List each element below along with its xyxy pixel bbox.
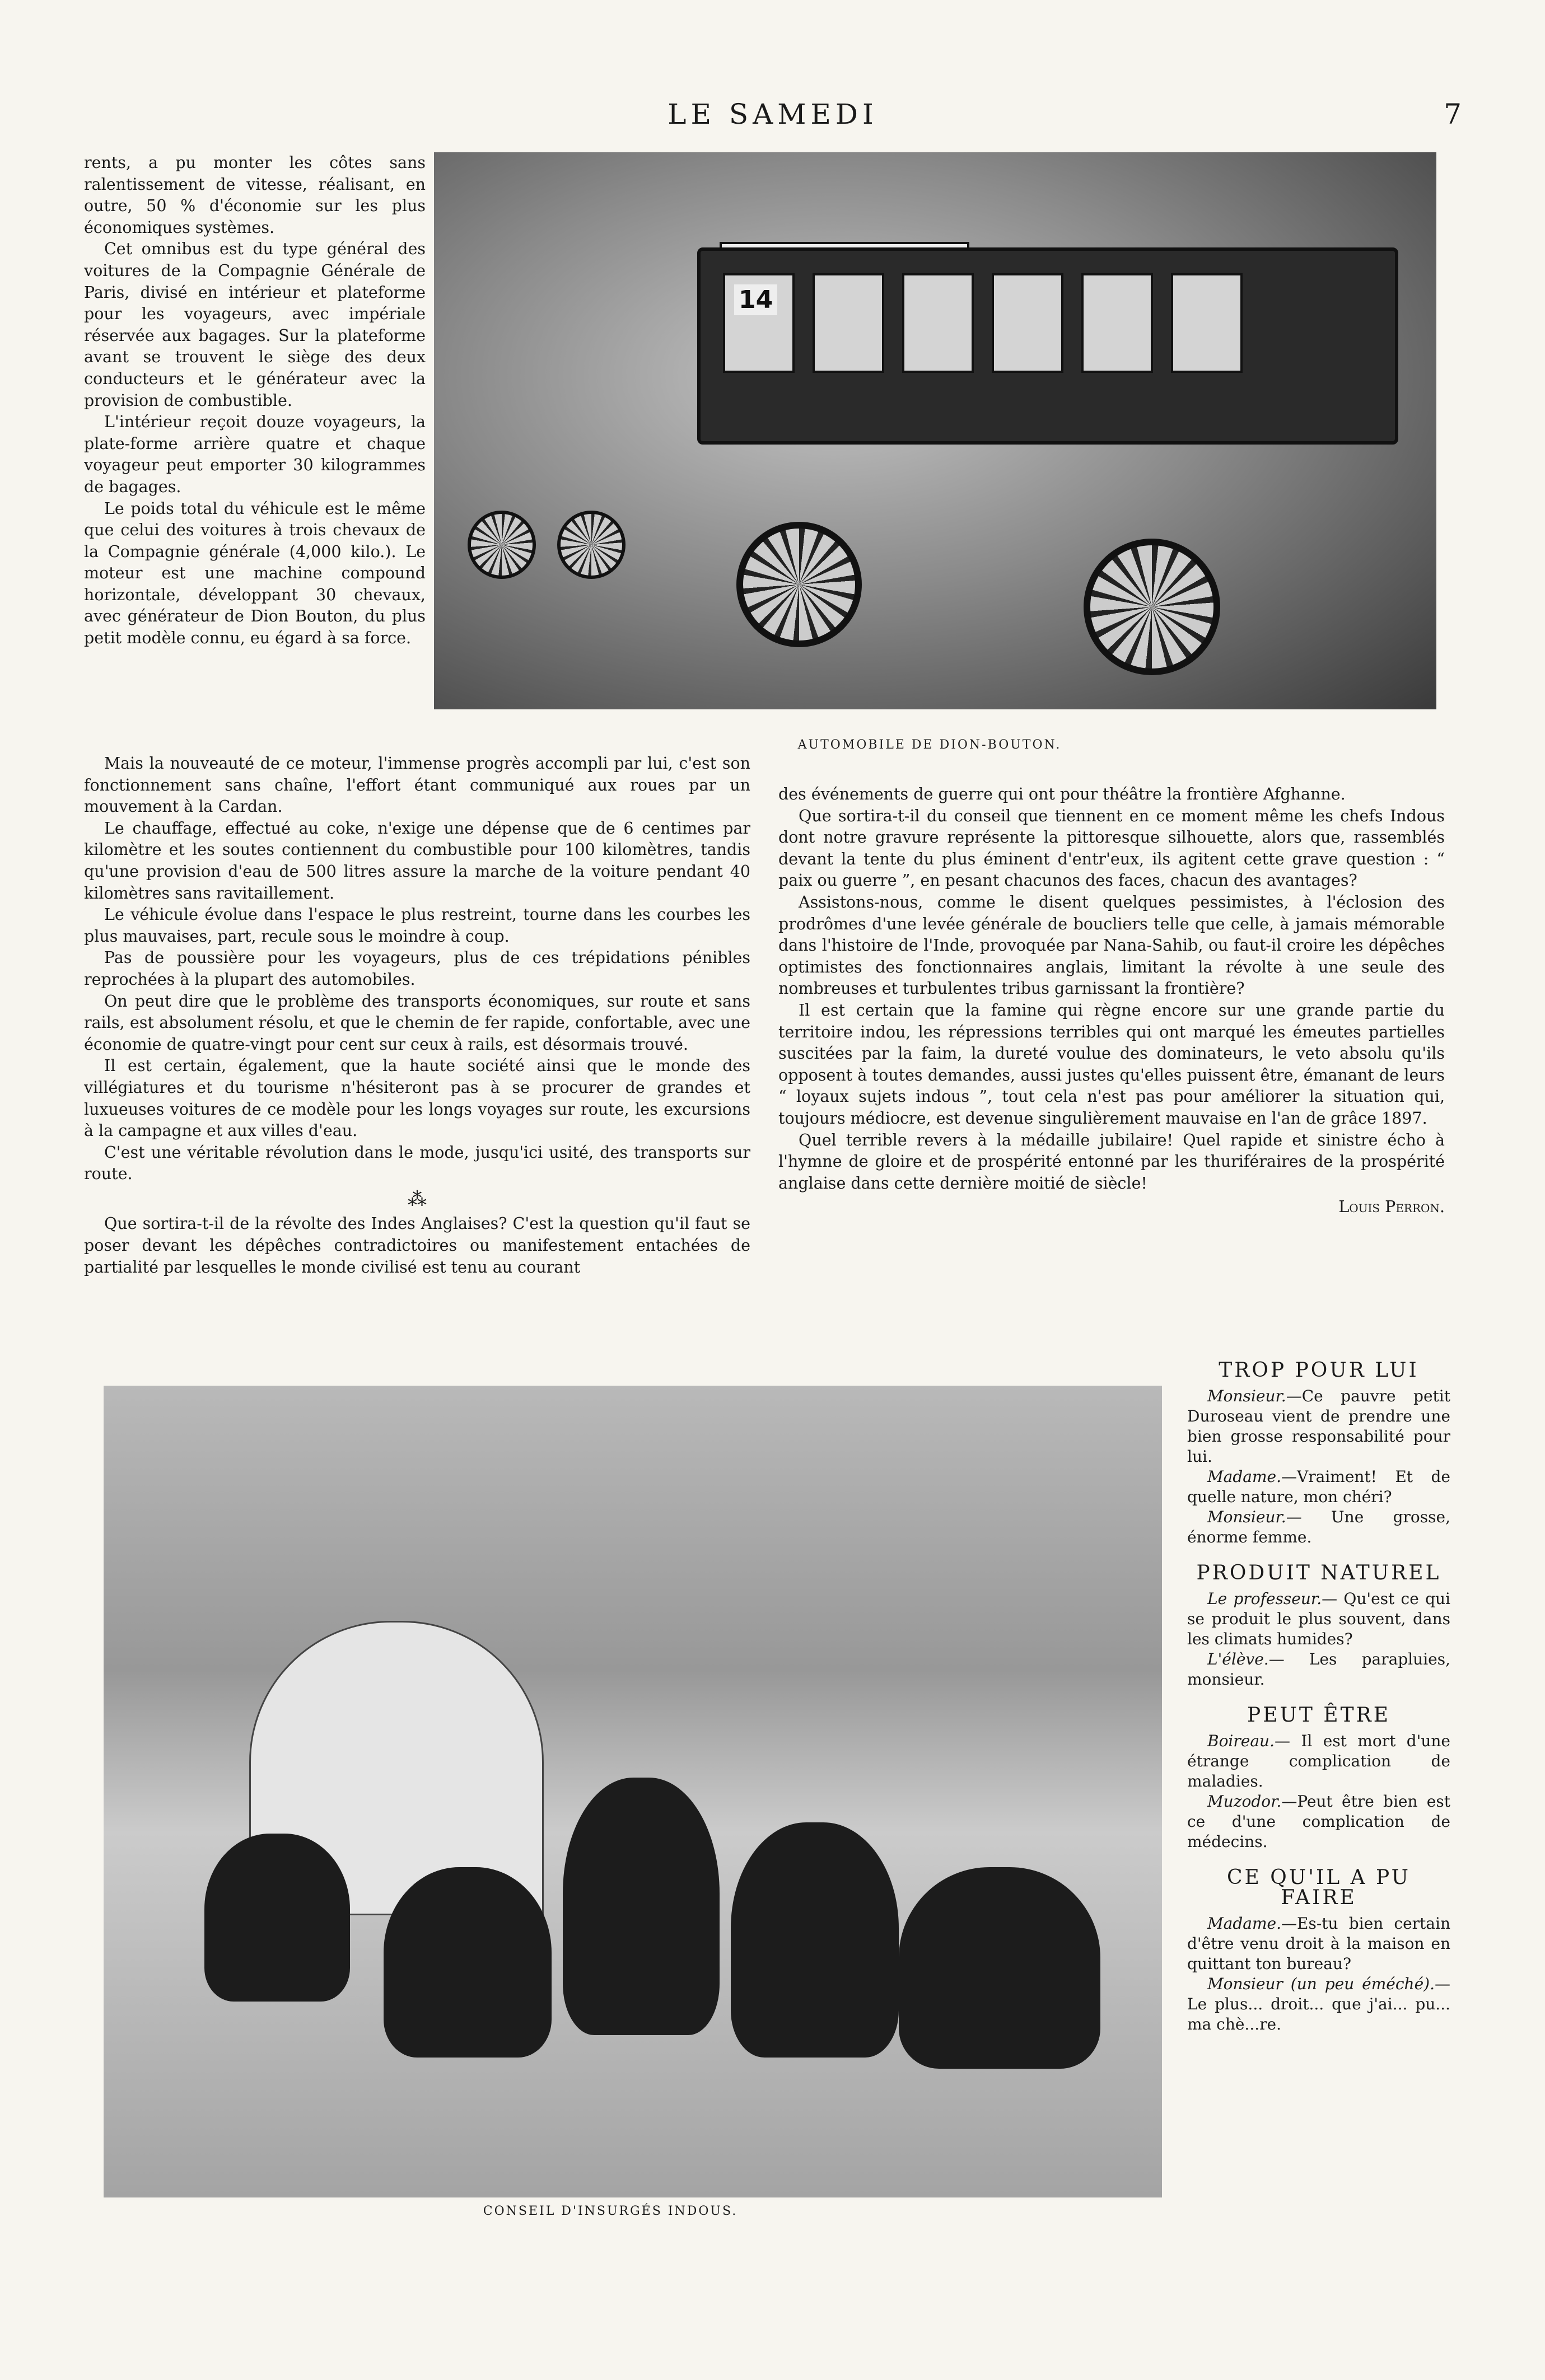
joke-title: PEUT ÊTRE — [1247, 1704, 1390, 1727]
joke — [1187, 1360, 1450, 1547]
joke-line — [1187, 1589, 1450, 1649]
paragraph: rents, a pu monter les côtes sans ralentissement de vitesse, réalisant, en outre, 50 % d'économie sur les plus économiques systèmes. — [84, 153, 426, 237]
dialogue: — Il est mort d'une étrange complication de maladies. — [1187, 1732, 1450, 1790]
bus-window — [1171, 273, 1243, 373]
bus-window — [813, 273, 884, 373]
bus-body — [697, 247, 1398, 445]
paragraph: Quel terrible revers à la médaille jubilaire! Quel rapide et sinistre écho à l'hymne de gloire et de prospérité entonné par les thuriféraires de la prospérité anglaise dans cette dernière moitié de siècle! — [778, 1130, 1445, 1193]
seated-figure — [384, 1867, 552, 2058]
page-number: 7 — [1444, 98, 1462, 130]
dialogue: — Qu'est ce qui se produit le plus souvent, dans les climats humides? — [1187, 1589, 1450, 1648]
dialogue: —Ce pauvre petit Duroseau vient de prendre une bien grosse responsabilité pour lui. — [1187, 1387, 1450, 1466]
dialogue: — Les parapluies, monsieur. — [1187, 1650, 1450, 1689]
joke-line — [1187, 1467, 1450, 1507]
paragraph: Il est certain que la famine qui règne encore sur une grande partie du territoire indou, les répressions terribles qui ont marqué les émeutes partielles suscitées par la faim, la dureté voulue des dominateurs, le veto absolu qu'ils opposent à toutes demandes, aussi justes qu'elles puissent être, émanant de leurs “ loyaux sujets indous ”, tout cela n'est pas pour améliorer la situation qui, toujours médiocre, est devenue singulièrement mauvaise en l'an de grâce 1897. — [778, 1000, 1445, 1128]
paragraph: C'est une véritable révolution dans le mode, jusqu'ici usité, des transports sur route. — [84, 1143, 750, 1184]
council-photo — [104, 1386, 1162, 2197]
joke-title: PRODUIT NATUREL — [1196, 1561, 1441, 1584]
joke — [1187, 1868, 1450, 2035]
seated-figure — [204, 1834, 350, 2002]
speaker: L'élève. — [1207, 1650, 1269, 1668]
paragraph: Que sortira-t-il de la révolte des Indes Anglaises? C'est la question qu'il faut se poser devant les dépêches contradictoires ou manifestement entachées de partialité par lesquelles le monde civilisé est tenu au courant — [84, 1214, 750, 1276]
dialogue: —Peut être bien est ce d'une complication de médecins. — [1187, 1792, 1450, 1851]
bus-wheel — [1084, 539, 1220, 675]
bus-window — [1081, 273, 1153, 373]
paragraph: Le chauffage, effectué au coke, n'exige une dépense que de 6 centimes par kilomètre et les soutes contiennent du combustible pour 100 kilomètres, tandis qu'une provision d'eau de 500 litres assure la marche de la voiture pendant 40 kilomètres sans ravitaillement. — [84, 819, 750, 903]
left-narrow-column — [84, 152, 426, 649]
paragraph: Pas de poussière pour les voyageurs, plus de ces trépidations pénibles reprochées à la plupart des automobiles. — [84, 948, 750, 989]
bus-window — [902, 273, 974, 373]
joke-line — [1187, 1507, 1450, 1547]
speaker: Madame. — [1207, 1467, 1282, 1486]
bus-photo — [434, 152, 1436, 709]
joke-line — [1187, 1792, 1450, 1852]
speaker: Boireau. — [1207, 1732, 1275, 1750]
paragraph: Cet omnibus est du type général des voitures de la Compagnie Générale de Paris, divisé en intérieur et plateforme pour les voyageurs, avec impériale réservée aux bagages. Sur la plateforme avant se trouvent le siège des deux conducteurs et le générateur avec la provision de combustible. — [84, 240, 426, 410]
bicycle-wheel — [468, 511, 536, 579]
seated-figure — [899, 1867, 1100, 2069]
joke-line — [1187, 1914, 1450, 1974]
paragraph: L'intérieur reçoit douze voyageurs, la plate-forme arrière quatre et chaque voyageur peut emporter 30 kilogrammes de bagages. — [84, 413, 426, 496]
paragraph: Que sortira-t-il du conseil que tiennent en ce moment même les chefs Indous dont notre gravure représente la pittoresque silhouette, alors que, rassemblés devant la tente du plus éminent d'entr'eux, ils agitent cette grave question : “ paix ou guerre ”, en pesant chacunos des faces, chacun des avantages? — [778, 806, 1445, 890]
jokes-column — [1187, 1360, 1450, 2035]
paragraph: Le véhicule évolue dans l'espace le plus restreint, tourne dans les courbes les plus mauvaises, part, recule sous le moindre à coup. — [84, 905, 750, 946]
seated-figure — [731, 1822, 899, 2058]
paragraph: Le poids total du véhicule est le même que celui des voitures à trois chevaux de la Compagnie générale (4,000 kilo.). Le moteur est une machine compound horizontale, développant 30 chevaux, avec générateur de Dion Bouton, du plus petit modèle connu, eu égard à sa force. — [84, 499, 426, 648]
dialogue: —Es-tu bien certain d'être venu droit à la maison en quittant ton bureau? — [1187, 1914, 1450, 1973]
paragraph: des événements de guerre qui ont pour théâtre la frontière Afghanne. — [778, 785, 1346, 803]
bus-window — [992, 273, 1063, 373]
newspaper-title: LE SAMEDI — [668, 98, 878, 130]
joke-line — [1187, 1974, 1450, 2035]
speaker: Madame. — [1207, 1914, 1282, 1933]
dialogue: —Le plus... droit... que j'ai... pu... ma chè...re. — [1187, 1975, 1450, 2033]
left-wide-column — [84, 753, 750, 1278]
council-photo-caption: CONSEIL D'INSURGÉS INDOUS. — [483, 2204, 738, 2218]
speaker: Muzodor. — [1207, 1792, 1282, 1811]
author-signature: Louis Perron. — [1338, 1198, 1445, 1217]
speaker: Le professeur. — [1207, 1589, 1322, 1608]
paragraph: Assistons-nous, comme le disent quelques pessimistes, à l'éclosion des prodrômes d'une levée générale de boucliers telle que celle, à jamais mémorable dans l'histoire de l'Inde, provoquée par Nana-Sahib, ou faut-il croire les dépêches optimistes des fonctionnaires anglais, limitant la révolte à une seule des nombreuses et turbulentes tribus garnissant la frontière? — [778, 892, 1445, 998]
section-separator: ⁂ — [408, 1187, 427, 1210]
paragraph: Mais la nouveauté de ce moteur, l'immense progrès accompli par lui, c'est son fonctionnement sans chaîne, l'effort étant communiqué aux roues par un mouvement à la Cardan. — [84, 754, 750, 816]
joke — [1187, 1563, 1450, 1690]
speaker: Monsieur. — [1207, 1387, 1286, 1405]
joke-line — [1187, 1731, 1450, 1792]
dialogue: — Une grosse, énorme femme. — [1187, 1508, 1450, 1546]
page-header — [84, 98, 1462, 132]
paragraph: On peut dire que le problème des transports économiques, sur route et sans rails, est absolument résolu, et que le chemin de fer rapide, confortable, avec une économie de quatre-vingt pour cent sur ceux à rails, est désormais trouvé. — [84, 992, 750, 1054]
speaker: Monsieur. — [1207, 1508, 1286, 1526]
route-number: 14 — [734, 284, 777, 315]
joke-line — [1187, 1386, 1450, 1467]
joke-title: TROP POUR LUI — [1219, 1359, 1419, 1382]
dialogue: —Vraiment! Et de quelle nature, mon chéri? — [1187, 1467, 1450, 1506]
speaker: Monsieur (un peu éméché). — [1207, 1975, 1435, 1993]
seated-figure — [563, 1778, 720, 2035]
right-column — [778, 784, 1445, 1218]
joke — [1187, 1705, 1450, 1852]
paragraph: Il est certain, également, que la haute société ainsi que le monde des villégiatures et du tourisme n'hésiteront pas à se procurer de grandes et luxueuses voitures de ce modèle pour les longs voyages sur route, les excursions à la campagne et aux villes d'eau. — [84, 1056, 750, 1140]
bicycle-wheel — [557, 511, 626, 579]
joke-title: CE QU'IL A PU FAIRE — [1227, 1866, 1411, 1909]
bus-wheel — [736, 522, 862, 647]
joke-line — [1187, 1649, 1450, 1690]
bus-photo-caption: AUTOMOBILE DE DION-BOUTON. — [797, 738, 1062, 752]
